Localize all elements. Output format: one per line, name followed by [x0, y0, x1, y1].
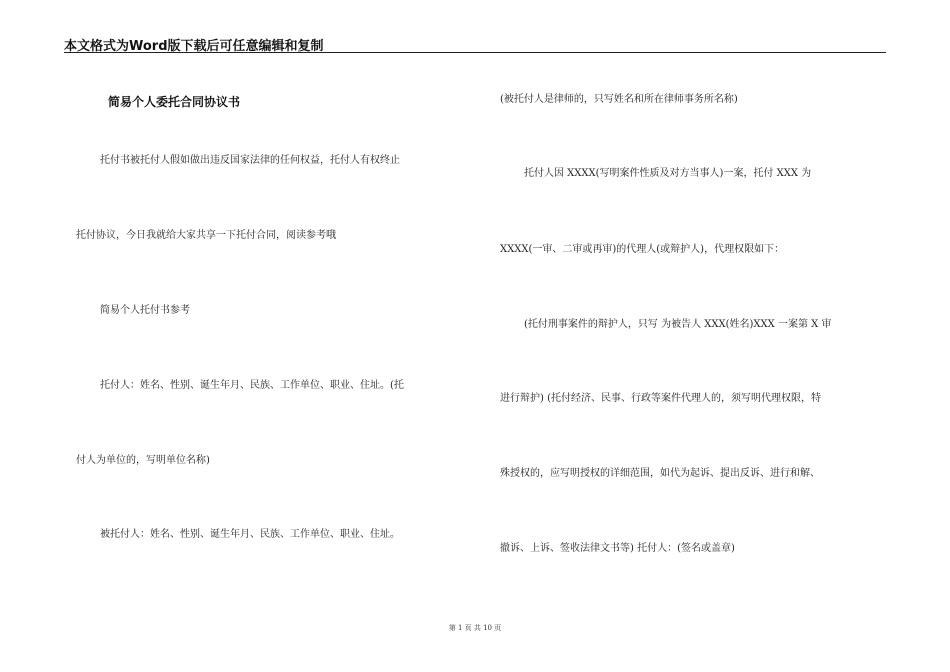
paragraph-line: 托付人：姓名、性别、诞生年月、民族、工作单位、职业、住址。(托 [100, 380, 404, 391]
header-text: 本文格式为Word版下载后可任意编辑和复制 [64, 39, 324, 54]
paragraph-line: (被托付人是律师的，只写姓名和所在律师事务所名称) [500, 94, 738, 105]
paragraph-line: 撤诉、上诉、签收法律文书等) 托付人：(签名或盖章) [500, 543, 735, 554]
paragraph-line: 被托付人：姓名、性别、诞生年月、民族、工作单位、职业、住址。 [100, 529, 400, 540]
paragraph-line: 托付协议，今日我就给大家共享一下托付合同，阅读参考哦 [76, 230, 336, 241]
paragraph-line: 付人为单位的，写明单位名称) [76, 455, 210, 466]
paragraph-line: XXXX(一审、二审或再审)的代理人(或辩护人)，代理权限如下： [500, 244, 785, 255]
paragraph-line: 进行辩护) (托付经济、民事、行政等案件代理人的，须写明代理权限，特 [500, 393, 821, 404]
paragraph-line: 简易个人托付书参考 [100, 305, 190, 316]
paragraph-line: 殊授权的，应写明授权的详细范围，如代为起诉、提出反诉、进行和解、 [500, 468, 820, 479]
paragraph-line: 托付人因 XXXX(写明案件性质及对方当事人)一案，托付 XXX 为 [524, 168, 812, 179]
paragraph-line: 托付书被托付人假如做出违反国家法律的任何权益，托付人有权终止 [100, 155, 400, 166]
page-header [64, 34, 886, 53]
paragraph-line: (托付刑事案件的辩护人，只写 为被告人 XXX(姓名)XXX 一案第 X 审 [524, 319, 832, 330]
document-title: 简易个人委托合同协议书 [108, 95, 241, 109]
page-footer: 第 1 页 共 10 页 [448, 624, 502, 632]
